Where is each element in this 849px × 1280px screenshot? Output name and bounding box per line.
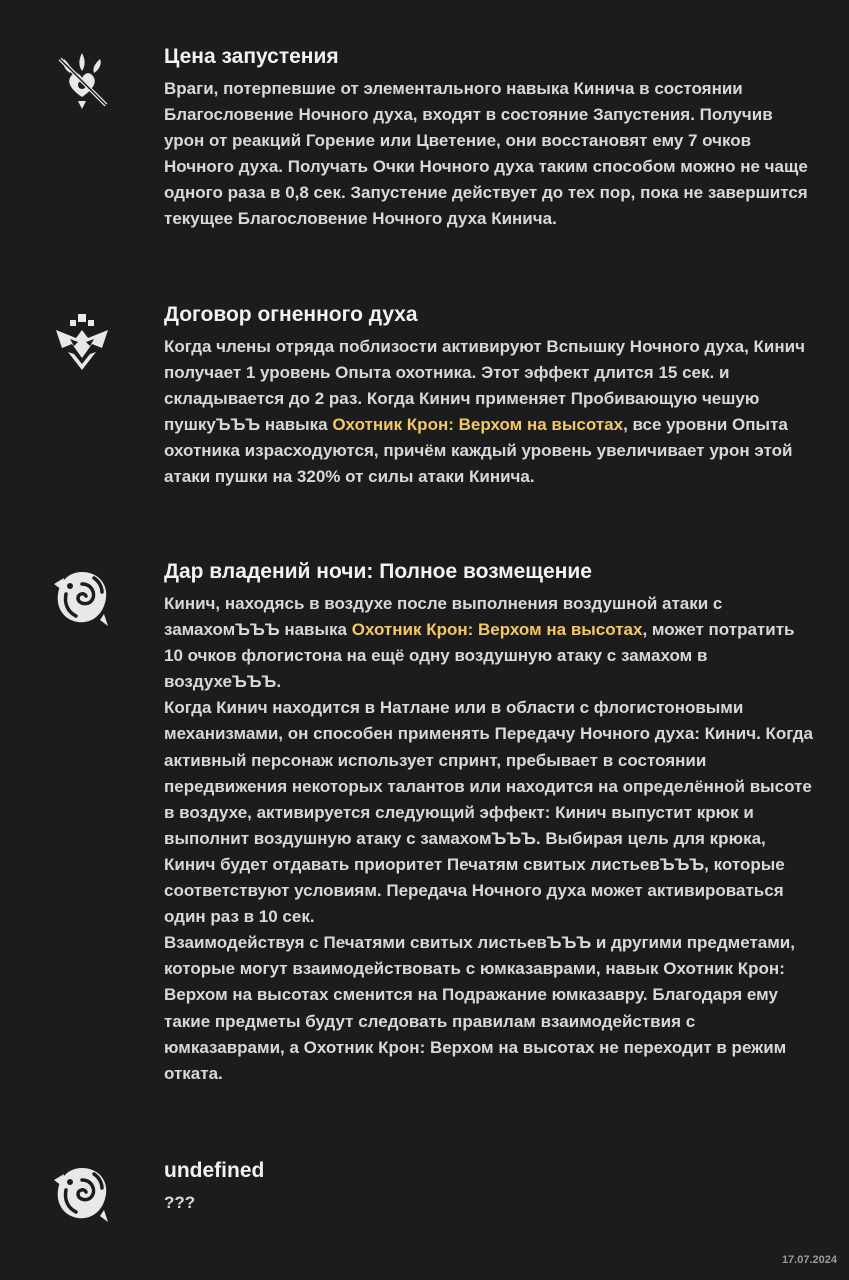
description-text: , может потратить 10 очков флогистона на ещё одну воздушную атаку с замахом в воздухеЪЪЪ. bbox=[164, 620, 795, 692]
talent-description bbox=[164, 76, 814, 233]
spiral-emblem-icon bbox=[48, 1160, 116, 1228]
talent-paragraph bbox=[164, 334, 814, 491]
talent-description bbox=[164, 591, 814, 1087]
description-text: Взаимодействуя с Печатями свитых листьевЪЪЪ и другими предметами, которые могут взаимодействовать с юмказаврами, навык Охотник Крон: Верхом на высотах сменится на Подражание юмказавру. Благодаря ему такие предметы будут следовать правилам взаимодействия с юмказаврами, а Охотник Крон: Верхом на высотах не переходит в режим отката. bbox=[164, 933, 795, 1083]
spiral-emblem-icon bbox=[48, 564, 116, 632]
talent-paragraph bbox=[164, 695, 814, 930]
description-text: Когда Кинич находится в Натлане или в области с флогистоновыми механизмами, он способен применять Передачу Ночного духа: Кинич. Когда активный персонаж использует спринт, пребывает в состоянии передвижения некоторых талантов или находится на определённой высоте в воздухе, активируется следующий эффект: Кинич выпустит крюк и выполнит воздушную атаку с замахомЪЪЪ. Выбирая цель для крюка, Кинич будет отдавать приоритет Печатям свитых листьевЪЪЪ, которые соответствуют условиям. Передача Ночного духа может активироваться один раз в 10 сек. bbox=[164, 698, 813, 927]
skill-name-highlight: Охотник Крон: Верхом на высотах bbox=[332, 415, 624, 435]
spirit-mask-icon bbox=[48, 308, 116, 376]
description-text: Кинич, находясь в воздухе после выполнения воздушной атаки с замахомЪЪЪ навыка bbox=[164, 594, 723, 640]
description-text: Когда члены отряда поблизости активируют Вспышку Ночного духа, Кинич получает 1 уровень Опыта охотника. Этот эффект длится 15 сек. и складывается до 2 раз. Когда Кинич применяет Пробивающую чешую пушкуЪЪЪ навыка bbox=[164, 337, 805, 435]
description-text: , все уровни Опыта охотника израсходуются, причём каждый уровень увеличивает урон этой атаки пушки на 320% от силы атаки Кинича. bbox=[164, 415, 793, 487]
fire-crossed-heart-icon bbox=[48, 47, 116, 115]
description-text: ??? bbox=[164, 1193, 196, 1212]
talent-title: Цена запустения bbox=[164, 45, 339, 68]
talent-paragraph bbox=[164, 76, 814, 233]
skill-name-highlight: Охотник Крон: Верхом на высотах bbox=[351, 620, 643, 640]
talent-title: Дар владений ночи: Полное возмещение bbox=[164, 560, 592, 583]
talent-paragraph bbox=[164, 591, 814, 695]
talent-title: undefined bbox=[164, 1159, 265, 1182]
talent-description bbox=[164, 334, 814, 491]
talent-title: Договор огненного духа bbox=[164, 303, 418, 326]
date-stamp: 17.07.2024 bbox=[781, 1254, 837, 1266]
description-text: Враги, потерпевшие от элементального навыка Кинича в состоянии Благословение Ночного духа, входят в состояние Запустения. Получив урон от реакций Горение или Цветение, они восстановят ему 7 очков Ночного духа. Получать Очки Ночного духа таким способом можно не чаще одного раза в 0,8 сек. Запустение действует до тех пор, пока не завершится текущее Благословение Ночного духа Кинича. bbox=[164, 79, 808, 229]
talent-paragraph bbox=[164, 930, 814, 1087]
talent-paragraph bbox=[164, 1190, 814, 1216]
talent-description bbox=[164, 1190, 814, 1216]
